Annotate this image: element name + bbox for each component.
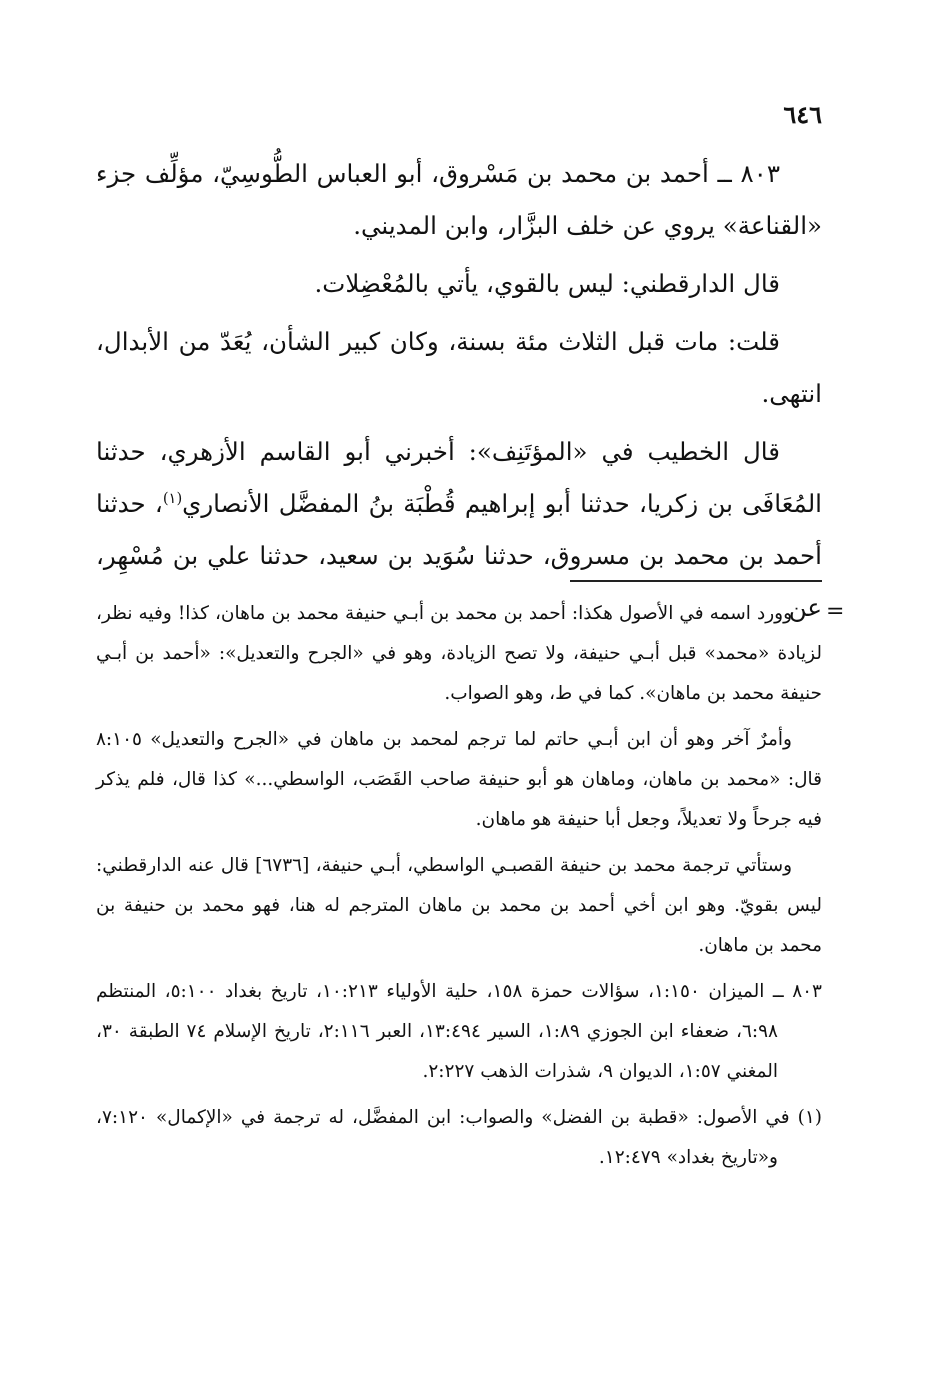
- khatib-text-a: قال الخطيب في «المؤتَنِف»: أخبرني أبو القاسم الأزهري، حدثنا المُعَافَى بن زكريا، حدثنا أبو إبراهيم قُطْبَة بنُ المفضَّل الأنصاري: [96, 437, 822, 518]
- main-text: [96, 148, 822, 640]
- footnote-1: (١) في الأصول: «قطبة بن الفضل» والصواب: ابن المفضَّل، له ترجمة في «الإكمال» ٧:١٢٠، و«تاريخ بغداد» ١٢:٤٧٩.: [96, 1107, 822, 1168]
- entry-heading-paragraph: ٨٠٣ ــ أحمد بن محمد بن مَسْروق، أبو العباس الطُّوسِيّ، مؤلِّف جزء «القناعة» يروي عن خلف البزَّار، وابن المديني.: [96, 159, 822, 240]
- footnote-paragraph-2: وأمرٌ آخر وهو أن ابن أبـي حاتم لما ترجم لمحمد بن ماهان في «الجرح والتعديل» ٨:١٠٥ قال: «محمد بن ماهان، وماهان هو أبو حنيفة صاحب القَصَب، الواسطي...» كذا قال، فلم يذكر فيه جرحاً ولا تعديلاً، وجعل أبا حنيفة هو ماهان.: [96, 729, 822, 830]
- footnotes: [96, 594, 822, 1184]
- author-note-paragraph: قلت: مات قبل الثلاث مئة بسنة، وكان كبير الشأن، يُعَدّ من الأبدال، انتهى.: [96, 327, 822, 408]
- footnote-paragraph-1: وورد اسمه في الأصول هكذا: أحمد بن محمد بن أبـي حنيفة محمد بن ماهان، كذا! وفيه نظر، لزيادة «محمد» قبل أبـي حنيفة، ولا تصح الزيادة، وهو في «الجرح والتعديل»: «أحمد بن أبـي حنيفة محمد بن ماهان». كما في ط، وهو الصواب.: [96, 603, 822, 704]
- footnote-ref-1: (١): [162, 489, 183, 507]
- continuation-mark: =: [826, 599, 845, 624]
- daraqutni-paragraph: قال الدارقطني: ليس بالقوي، يأتي بالمُعْضِلات.: [314, 269, 780, 298]
- sources-paragraph: ٨٠٣ ــ الميزان ١:١٥٠، سؤالات حمزة ١٥٨، حلية الأولياء ١٠:٢١٣، تاريخ بغداد ٥:١٠٠، المنتظم ٦:٩٨، ضعفاء ابن الجوزي ١:٨٩، السير ١٣:٤٩٤، العبر ٢:١١٦، تاريخ الإسلام ٧٤ الطبقة ٣٠، المغني ١:٥٧، الديوان ٩، شذرات الذهب ٢:٢٢٧.: [96, 981, 822, 1082]
- page-number: ٦٤٦: [783, 100, 822, 129]
- footnote-paragraph-3: وستأتي ترجمة محمد بن حنيفة القصبـي الواسطي، أبـي حنيفة، [٦٧٣٦] قال عنه الدارقطني: ليس بقويّ. وهو ابن أخي أحمد بن محمد بن ماهان المترجم له هنا، فهو محمد بن حنيفة بن محمد بن ماهان.: [96, 855, 822, 956]
- footnote-separator: [570, 580, 822, 582]
- khatib-text-b: ، حدثنا أحمد بن محمد بن مسروق، حدثنا سُوَيد بن سعيد، حدثنا علي بن مُسْهِر، عن: [96, 489, 822, 622]
